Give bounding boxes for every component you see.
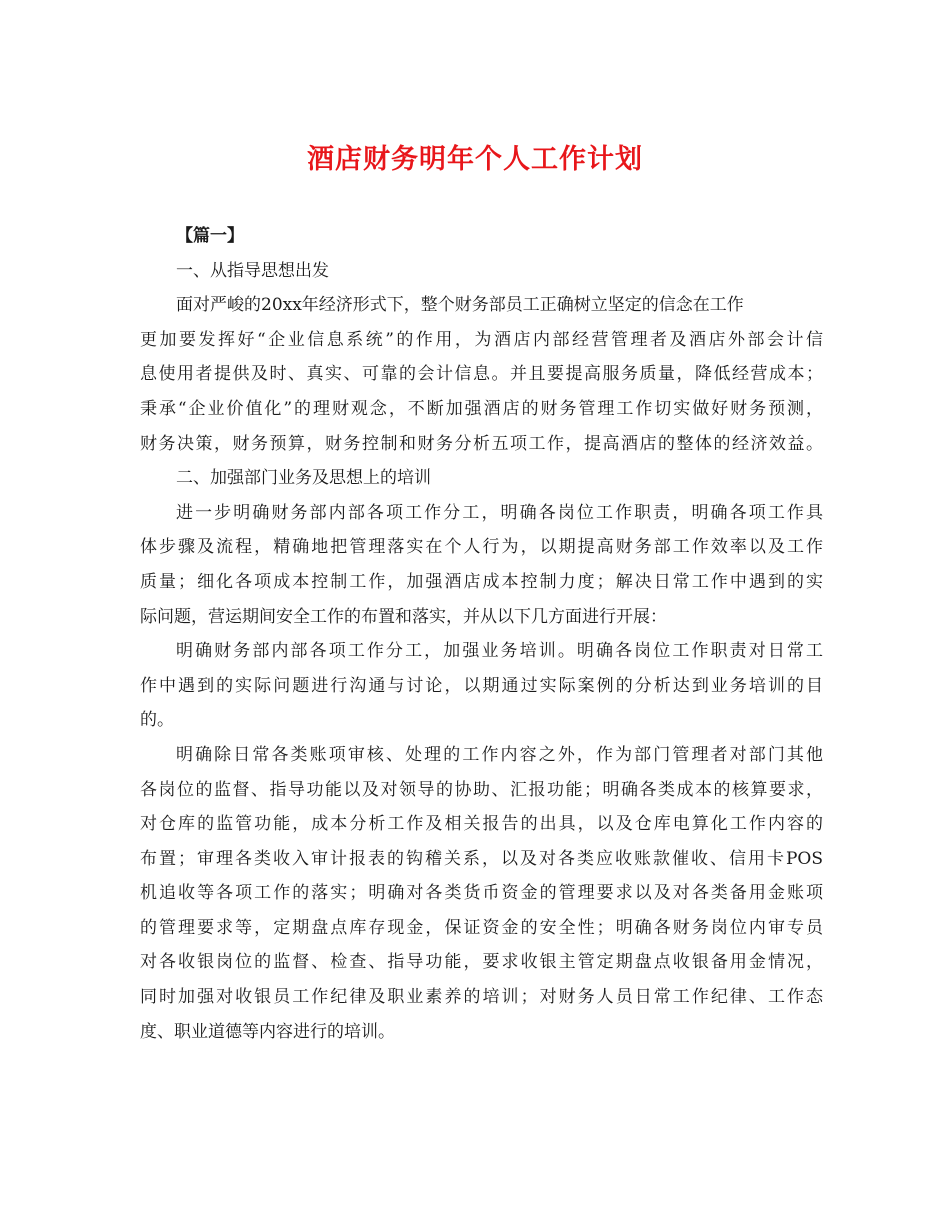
body-line: 机追收等各项工作的落实；明确对各类货币资金的管理要求以及对各类备用金账项 (140, 883, 823, 904)
document-body (140, 219, 823, 1049)
body-line: 财务决策，财务预算，财务控制和财务分析五项工作，提高酒店的整体的经济效益。 (140, 433, 823, 454)
body-line: 明确财务部内部各项工作分工，加强业务培训。明确各岗位工作职责对日常工 (176, 641, 823, 662)
body-line: 秉承“企业价值化”的理财观念，不断加强酒店的财务管理工作切实做好财务预测， (140, 398, 823, 419)
document-title: 酒店财务明年个人工作计划 (307, 144, 643, 175)
body-line: 布置；审理各类收入审计报表的钩稽关系，以及对各类应收账款催收、信用卡POS (140, 848, 823, 869)
body-line: 的。 (140, 710, 174, 731)
body-line: 对各收银岗位的监督、检查、指导功能，要求收银主管定期盘点收银备用金情况， (140, 952, 823, 973)
body-line: 进一步明确财务部内部各项工作分工，明确各岗位工作职责，明确各项工作具 (176, 502, 823, 523)
body-line: 作中遇到的实际问题进行沟通与讨论，以期通过实际案例的分析达到业务培训的目 (140, 675, 823, 696)
body-line: 面对严峻的20xx年经济形式下，整个财务部员工正确树立坚定的信念在工作 (176, 295, 744, 316)
body-line: 对仓库的监管功能，成本分析工作及相关报告的出具，以及仓库电算化工作内容的 (140, 814, 823, 835)
body-line: 同时加强对收银员工作纪律及职业素养的培训；对财务人员日常工作纪律、工作态 (140, 987, 823, 1008)
body-line: 一、从指导思想出发 (176, 260, 329, 281)
body-line: 二、加强部门业务及思想上的培训 (176, 468, 431, 489)
body-line: 明确除日常各类账项审核、处理的工作内容之外，作为部门管理者对部门其他 (176, 744, 823, 765)
body-line: 际问题，营运期间安全工作的布置和落实，并从以下几方面进行开展： (140, 606, 667, 627)
body-line: 各岗位的监督、指导功能以及对领导的协助、汇报功能；明确各类成本的核算要求， (140, 779, 823, 800)
body-line: 体步骤及流程，精确地把管理落实在个人行为，以期提高财务部工作效率以及工作 (140, 537, 823, 558)
body-line: 更加要发挥好“企业信息系统”的作用，为酒店内部经营管理者及酒店外部会计信 (140, 329, 823, 350)
body-line: 质量；细化各项成本控制工作，加强酒店成本控制力度；解决日常工作中遇到的实 (140, 571, 823, 592)
section-heading: 【篇一】 (176, 226, 244, 246)
body-line: 息使用者提供及时、真实、可靠的会计信息。并且要提高服务质量，降低经营成本； (140, 364, 823, 385)
body-line: 的管理要求等，定期盘点库存现金，保证资金的安全性；明确各财务岗位内审专员 (140, 917, 823, 938)
body-line: 度、职业道德等内容进行的培训。 (140, 1021, 395, 1042)
